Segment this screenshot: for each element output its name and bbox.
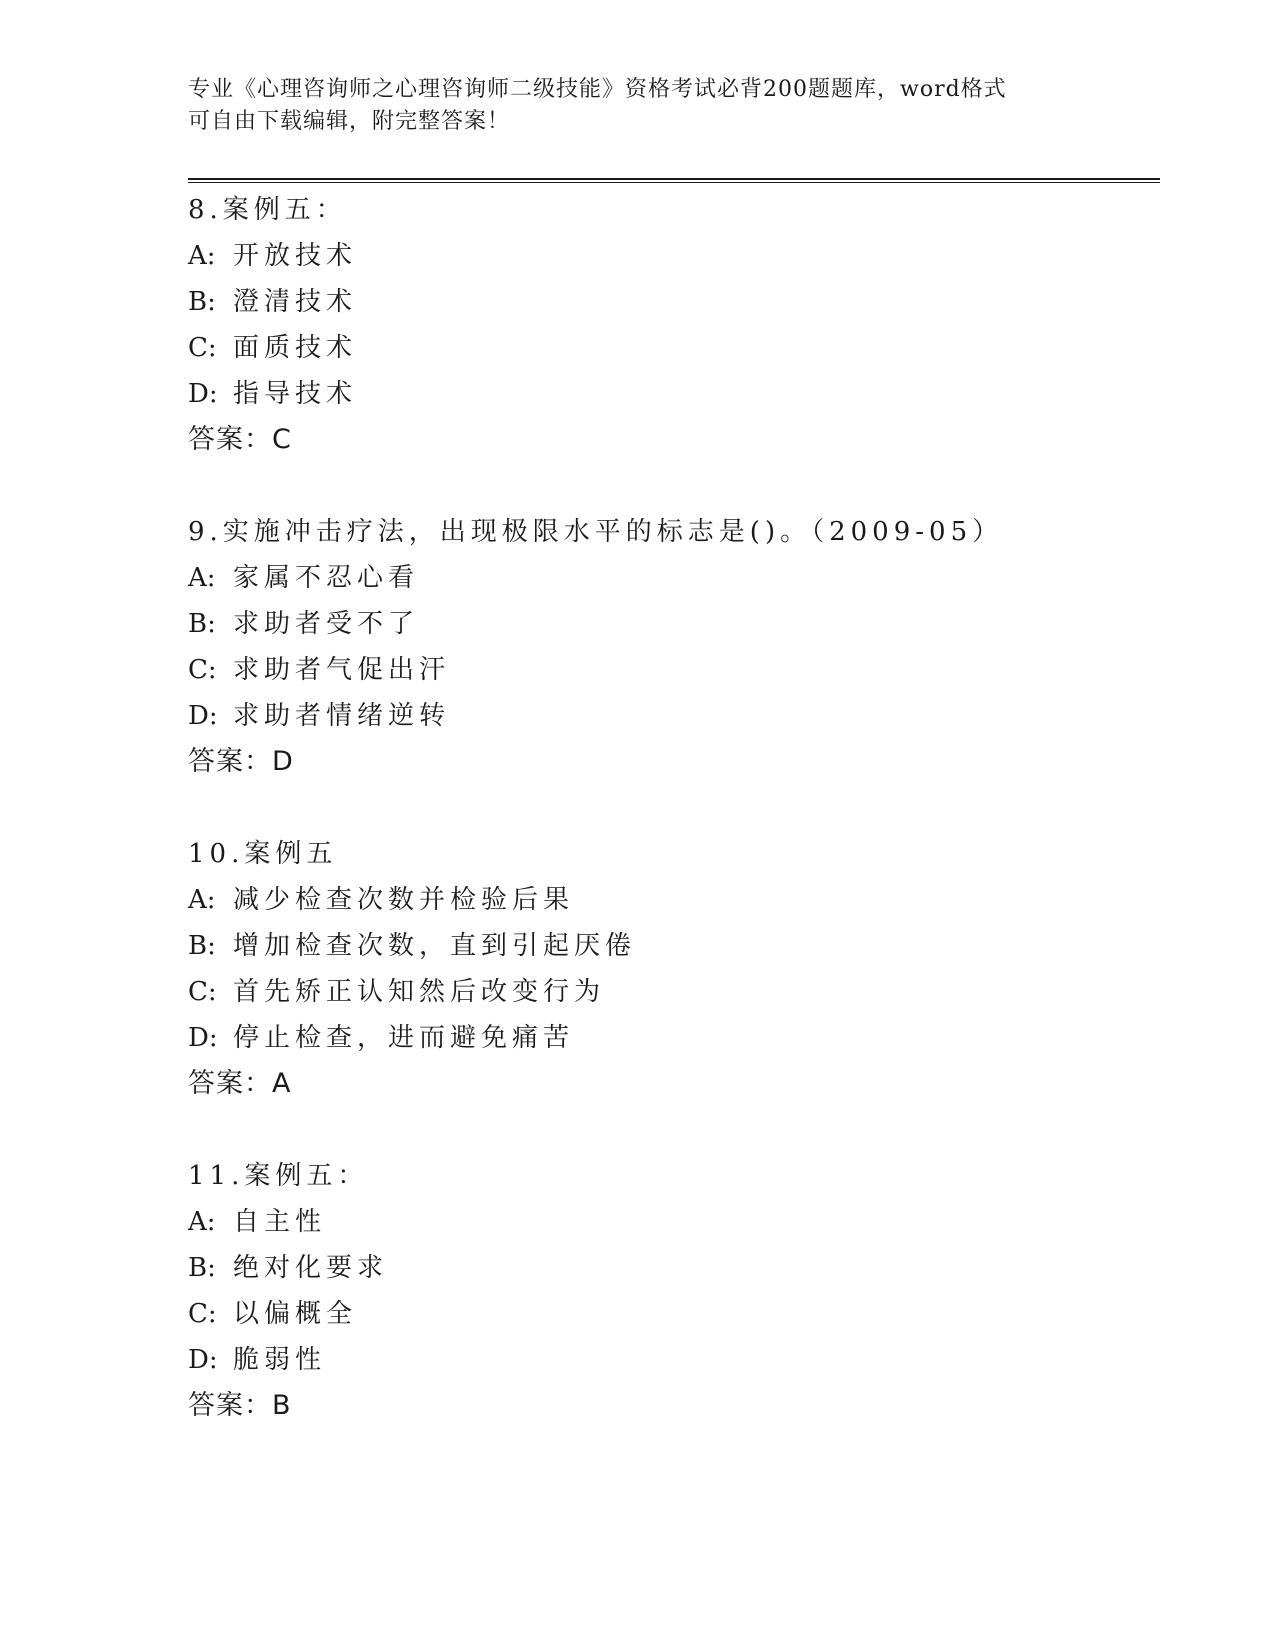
option-a	[188, 555, 1160, 601]
header-line-2: 可自由下载编辑，附完整答案！	[188, 109, 511, 134]
question-stem: 11.案例五：	[188, 1161, 369, 1191]
document-header	[188, 74, 1088, 138]
option-d	[188, 693, 1160, 739]
option-letter: C:	[188, 977, 217, 1007]
option-letter: D:	[188, 1345, 218, 1375]
question-list	[188, 187, 1160, 1475]
option-letter: D:	[188, 379, 218, 409]
option-text: 绝对化要求	[233, 1253, 389, 1283]
option-d	[188, 1015, 1160, 1061]
option-letter: D:	[188, 1023, 218, 1053]
answer-line: 答案：B	[188, 1390, 292, 1421]
option-c	[188, 325, 1160, 371]
option-b	[188, 279, 1160, 325]
option-text: 面质技术	[233, 333, 358, 363]
option-text: 求助者受不了	[233, 609, 420, 639]
option-text: 求助者气促出汗	[233, 655, 451, 685]
option-letter: B:	[188, 287, 216, 317]
option-text: 家属不忍心看	[233, 563, 420, 593]
option-letter: C:	[188, 333, 217, 363]
option-a	[188, 1199, 1160, 1245]
option-c	[188, 969, 1160, 1015]
answer-line: 答案：D	[188, 746, 294, 777]
option-c	[188, 647, 1160, 693]
option-text: 以偏概全	[233, 1299, 358, 1329]
option-letter: A:	[188, 885, 216, 915]
question-stem: 8.案例五：	[188, 195, 347, 225]
question-9	[188, 509, 1160, 785]
option-d	[188, 1337, 1160, 1383]
option-a	[188, 877, 1160, 923]
option-letter: B:	[188, 1253, 216, 1283]
option-text: 求助者情绪逆转	[233, 701, 451, 731]
option-d	[188, 371, 1160, 417]
option-letter: C:	[188, 1299, 217, 1329]
option-letter: B:	[188, 931, 216, 961]
answer-line: 答案：C	[188, 424, 292, 455]
option-text: 首先矫正认知然后改变行为	[233, 977, 606, 1007]
question-stem: 9.实施冲击疗法，出现极限水平的标志是()。（2009-05）	[188, 517, 1004, 547]
question-stem: 10.案例五	[188, 839, 338, 869]
header-divider	[188, 178, 1160, 183]
answer-line: 答案：A	[188, 1068, 292, 1099]
option-c	[188, 1291, 1160, 1337]
option-text: 增加检查次数，直到引起厌倦	[233, 931, 637, 961]
question-11	[188, 1153, 1160, 1429]
header-line-1: 专业《心理咨询师之心理咨询师二级技能》资格考试必背200题题库，word格式	[188, 77, 1007, 102]
option-text: 停止检查，进而避免痛苦	[233, 1023, 575, 1053]
option-text: 澄清技术	[233, 287, 358, 317]
option-b	[188, 1245, 1160, 1291]
question-8	[188, 187, 1160, 463]
option-text: 开放技术	[233, 241, 358, 271]
option-letter: A:	[188, 1207, 216, 1237]
option-letter: A:	[188, 241, 216, 271]
option-letter: A:	[188, 563, 216, 593]
option-b	[188, 601, 1160, 647]
option-text: 脆弱性	[233, 1345, 327, 1375]
option-a	[188, 233, 1160, 279]
option-text: 指导技术	[233, 379, 358, 409]
option-letter: B:	[188, 609, 216, 639]
option-text: 减少检查次数并检验后果	[233, 885, 575, 915]
option-text: 自主性	[233, 1207, 327, 1237]
option-b	[188, 923, 1160, 969]
option-letter: C:	[188, 655, 217, 685]
option-letter: D:	[188, 701, 218, 731]
question-10	[188, 831, 1160, 1107]
